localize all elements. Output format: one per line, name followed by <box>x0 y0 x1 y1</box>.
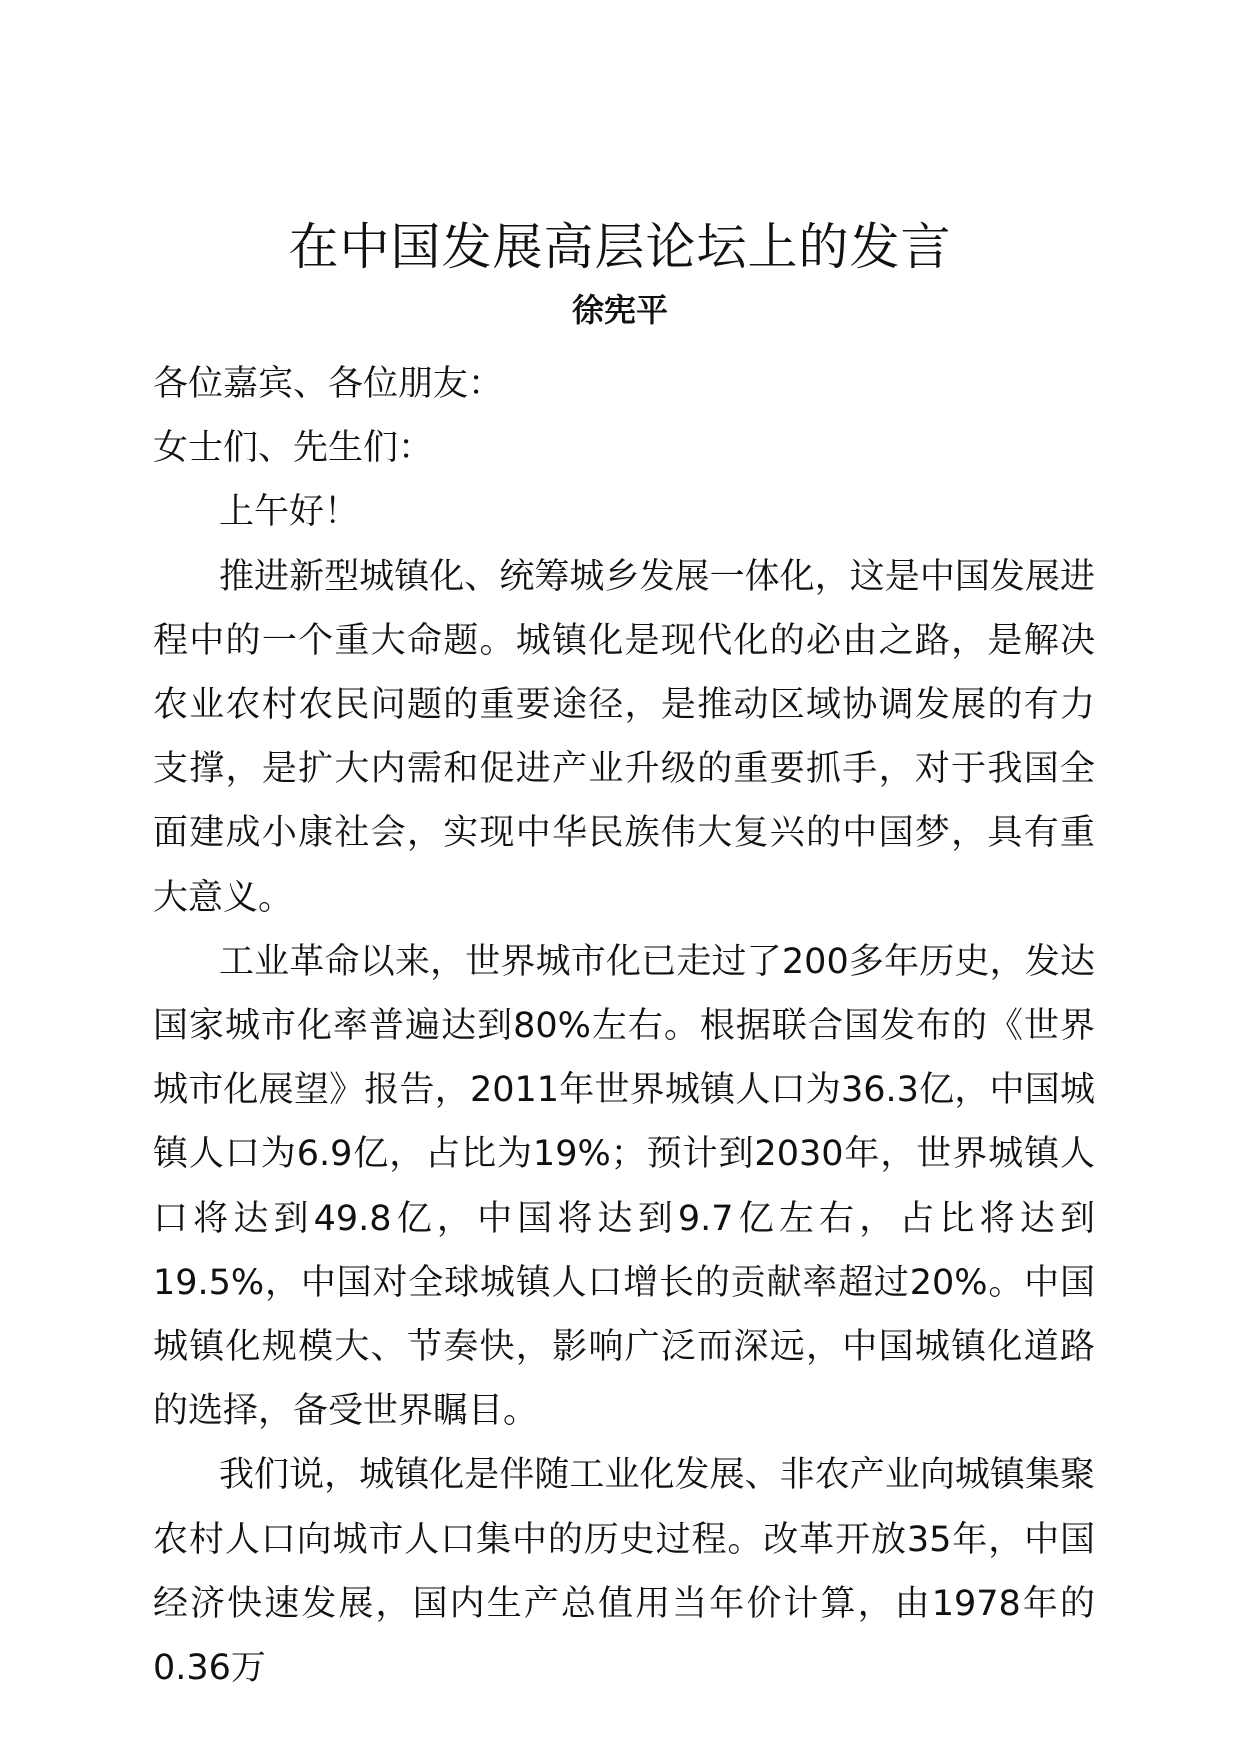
document-title: 在中国发展高层论坛上的发言 <box>288 218 952 276</box>
salutation-guests: 各位嘉宾、各位朋友： <box>153 364 504 404</box>
speech-body <box>153 352 1095 1700</box>
paragraph-urbanization-significance: 推进新型城镇化、统筹城乡发展一体化，这是中国发展进程中的一个重大命题。城镇化是现代化的必由之路，是解决农业农村农民问题的重要途径，是推动区域协调发展的有力支撑，是扩大内需和促进产业升级的重要抓手，对于我国全面建成小康社会，实现中华民族伟大复兴的中国梦，具有重大意义。 <box>153 556 1095 918</box>
paragraph-world-urbanization: 工业革命以来，世界城市化已走过了200多年历史，发达国家城市化率普遍达到80%左右。根据联合国发布的《世界城市化展望》报告，2011年世界城镇人口为36.3亿，中国城镇人口为6.9亿，占比为19%；预计到2030年，世界城镇人口将达到49.8亿，中国将达到9.7亿左右，占比将达到19.5%，中国对全球城镇人口增长的贡献率超过20%。中国城镇化规模大、节奏快，影响广泛而深远，中国城镇化道路的选择，备受世界瞩目。 <box>153 941 1095 1432</box>
paragraph-urbanization-process: 我们说，城镇化是伴随工业化发展、非农产业向城镇集聚农村人口向城市人口集中的历史过程。改革开放35年，中国经济快速发展，国内生产总值用当年价计算，由1978年的0.36万 <box>153 1455 1095 1689</box>
greeting: 上午好！ <box>219 492 360 533</box>
author-name: 徐宪平 <box>571 291 668 329</box>
salutation-ladies-gentlemen: 女士们、先生们： <box>153 428 434 469</box>
